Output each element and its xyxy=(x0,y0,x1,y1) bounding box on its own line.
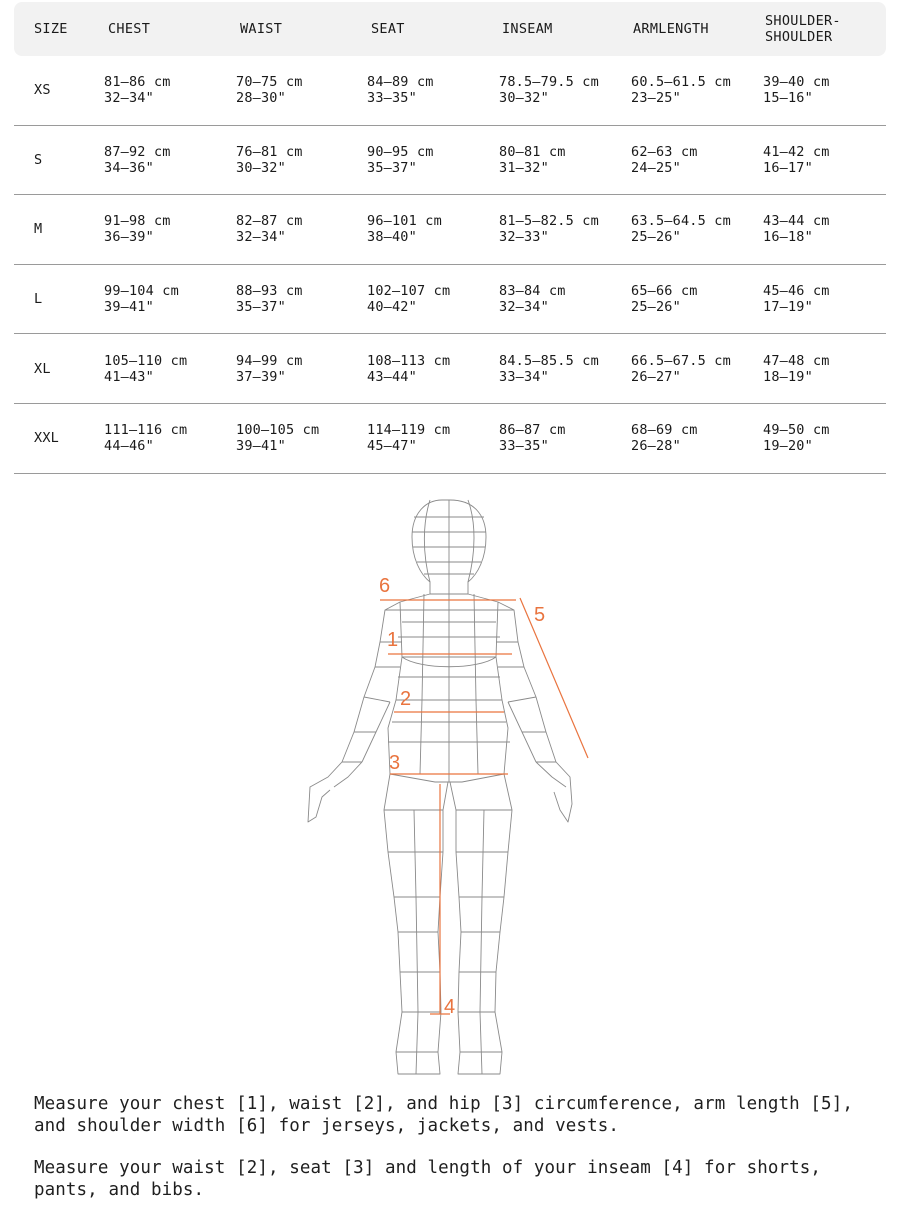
cell-size: XS xyxy=(34,82,51,99)
instruction-bottoms: Measure your waist [2], seat [3] and length of your inseam [4] for shorts, pants, and bibs. xyxy=(34,1158,822,1200)
value-cm: 47–48 cm xyxy=(763,352,830,369)
value-cm: 76–81 cm xyxy=(236,143,303,160)
value-inch: 43–44" xyxy=(367,368,417,385)
value-inch: 28–30" xyxy=(236,90,286,107)
cell-size: S xyxy=(34,151,43,168)
value-cm: 94–99 cm xyxy=(236,352,303,369)
label-2: 2 xyxy=(400,688,412,710)
table-row xyxy=(14,404,886,474)
table-body xyxy=(14,56,886,474)
value-inch: 33–35" xyxy=(367,90,417,107)
table-row xyxy=(14,265,886,335)
value-cm: 66.5–67.5 cm xyxy=(631,352,731,369)
cell-shoulder xyxy=(763,56,830,125)
mannequin-wireframe xyxy=(290,492,610,1082)
value-cm: 65–66 cm xyxy=(631,283,698,300)
cell-waist xyxy=(236,56,303,125)
value-cm: 43–44 cm xyxy=(763,213,830,230)
value-inch: 34–36" xyxy=(104,159,154,176)
value-cm: 70–75 cm xyxy=(236,74,303,91)
value-inch: 39–41" xyxy=(104,299,154,316)
table-row xyxy=(14,126,886,196)
header-size: SIZE xyxy=(34,21,68,37)
header-inseam: INSEAM xyxy=(502,21,553,37)
value-cm: 88–93 cm xyxy=(236,283,303,300)
value-inch: 44–46" xyxy=(104,438,154,455)
cell-arm xyxy=(631,404,698,473)
cell-arm xyxy=(631,195,731,264)
value-inch: 32–34" xyxy=(104,90,154,107)
cell-size: XL xyxy=(34,360,51,377)
cell-chest xyxy=(104,404,187,473)
value-inch: 23–25" xyxy=(631,90,681,107)
cell-inseam xyxy=(499,126,566,195)
value-inch: 41–43" xyxy=(104,368,154,385)
value-cm: 91–98 cm xyxy=(104,213,171,230)
value-cm: 41–42 cm xyxy=(763,143,830,160)
table-row xyxy=(14,334,886,404)
value-cm: 111–116 cm xyxy=(104,422,188,439)
value-inch: 16–17" xyxy=(763,159,813,176)
cell-inseam xyxy=(499,265,566,334)
cell-seat xyxy=(367,404,450,473)
cell-waist xyxy=(236,195,303,264)
cell-chest xyxy=(104,265,179,334)
value-inch: 25–26" xyxy=(631,299,681,316)
cell-arm xyxy=(631,126,698,195)
cell-seat xyxy=(367,334,450,403)
value-cm: 63.5–64.5 cm xyxy=(631,213,731,230)
cell-seat xyxy=(367,195,442,264)
value-inch: 37–39" xyxy=(236,368,286,385)
value-cm: 78.5–79.5 cm xyxy=(499,74,599,91)
label-5: 5 xyxy=(534,604,546,626)
measurement-instructions xyxy=(34,1094,874,1222)
value-inch: 17–19" xyxy=(763,299,813,316)
header-waist: WAIST xyxy=(240,21,283,37)
measure-arm-line xyxy=(520,598,588,758)
value-inch: 25–26" xyxy=(631,229,681,246)
value-cm: 83–84 cm xyxy=(499,283,566,300)
value-inch: 40–42" xyxy=(367,299,417,316)
value-cm: 45–46 cm xyxy=(763,283,830,300)
cell-seat xyxy=(367,56,434,125)
cell-arm xyxy=(631,265,698,334)
value-cm: 90–95 cm xyxy=(367,143,434,160)
value-inch: 30–32" xyxy=(236,159,286,176)
value-cm: 60.5–61.5 cm xyxy=(631,74,731,91)
value-cm: 84.5–85.5 cm xyxy=(499,352,599,369)
cell-shoulder xyxy=(763,265,830,334)
cell-chest xyxy=(104,195,171,264)
cell-inseam xyxy=(499,334,599,403)
value-cm: 82–87 cm xyxy=(236,213,303,230)
value-inch: 35–37" xyxy=(236,299,286,316)
cell-chest xyxy=(104,126,171,195)
value-inch: 33–34" xyxy=(499,368,549,385)
value-cm: 81–86 cm xyxy=(104,74,171,91)
value-inch: 35–37" xyxy=(367,159,417,176)
value-cm: 80–81 cm xyxy=(499,143,566,160)
cell-shoulder xyxy=(763,195,830,264)
value-cm: 105–110 cm xyxy=(104,352,188,369)
value-inch: 30–32" xyxy=(499,90,549,107)
value-inch: 26–27" xyxy=(631,368,681,385)
value-inch: 26–28" xyxy=(631,438,681,455)
cell-waist xyxy=(236,404,319,473)
cell-waist xyxy=(236,126,303,195)
cell-arm xyxy=(631,56,731,125)
size-chart-table xyxy=(14,2,886,474)
label-3: 3 xyxy=(389,752,401,774)
cell-size: M xyxy=(34,221,43,238)
value-cm: 102–107 cm xyxy=(367,283,451,300)
value-inch: 39–41" xyxy=(236,438,286,455)
value-cm: 81–5–82.5 cm xyxy=(499,213,599,230)
value-cm: 87–92 cm xyxy=(104,143,171,160)
measurement-lines xyxy=(380,598,588,1014)
label-1: 1 xyxy=(387,629,399,651)
cell-seat xyxy=(367,265,450,334)
value-inch: 36–39" xyxy=(104,229,154,246)
value-cm: 39–40 cm xyxy=(763,74,830,91)
measurement-figure xyxy=(290,492,610,1082)
value-inch: 19–20" xyxy=(763,438,813,455)
table-row xyxy=(14,56,886,126)
cell-waist xyxy=(236,265,303,334)
value-cm: 100–105 cm xyxy=(236,422,320,439)
value-cm: 99–104 cm xyxy=(104,283,179,300)
value-cm: 84–89 cm xyxy=(367,74,434,91)
value-cm: 68–69 cm xyxy=(631,422,698,439)
cell-shoulder xyxy=(763,334,830,403)
cell-inseam xyxy=(499,195,599,264)
value-cm: 96–101 cm xyxy=(367,213,442,230)
value-inch: 15–16" xyxy=(763,90,813,107)
cell-inseam xyxy=(499,404,566,473)
value-cm: 62–63 cm xyxy=(631,143,698,160)
value-inch: 32–33" xyxy=(499,229,549,246)
value-inch: 31–32" xyxy=(499,159,549,176)
cell-arm xyxy=(631,334,731,403)
cell-size: XXL xyxy=(34,430,59,447)
header-armlength: ARMLENGTH xyxy=(633,21,709,37)
cell-chest xyxy=(104,56,171,125)
value-cm: 114–119 cm xyxy=(367,422,451,439)
value-inch: 18–19" xyxy=(763,368,813,385)
header-shoulder: SHOULDER- SHOULDER xyxy=(765,13,841,45)
cell-seat xyxy=(367,126,434,195)
value-inch: 32–34" xyxy=(236,229,286,246)
label-4: 4 xyxy=(444,996,456,1018)
value-inch: 33–35" xyxy=(499,438,549,455)
header-seat: SEAT xyxy=(371,21,405,37)
cell-chest xyxy=(104,334,187,403)
table-header xyxy=(14,2,886,56)
value-inch: 16–18" xyxy=(763,229,813,246)
cell-inseam xyxy=(499,56,599,125)
value-cm: 49–50 cm xyxy=(763,422,830,439)
value-inch: 38–40" xyxy=(367,229,417,246)
label-6: 6 xyxy=(379,575,391,597)
cell-size: L xyxy=(34,291,43,308)
instruction-tops: Measure your chest [1], waist [2], and hip [3] circumference, arm length [5], and shoulder width [6] for jerseys, jackets, and vests. xyxy=(34,1094,853,1136)
cell-waist xyxy=(236,334,303,403)
value-inch: 32–34" xyxy=(499,299,549,316)
value-inch: 45–47" xyxy=(367,438,417,455)
cell-shoulder xyxy=(763,404,830,473)
value-cm: 86–87 cm xyxy=(499,422,566,439)
value-inch: 24–25" xyxy=(631,159,681,176)
table-row xyxy=(14,195,886,265)
header-chest: CHEST xyxy=(108,21,151,37)
cell-shoulder xyxy=(763,126,830,195)
value-cm: 108–113 cm xyxy=(367,352,451,369)
